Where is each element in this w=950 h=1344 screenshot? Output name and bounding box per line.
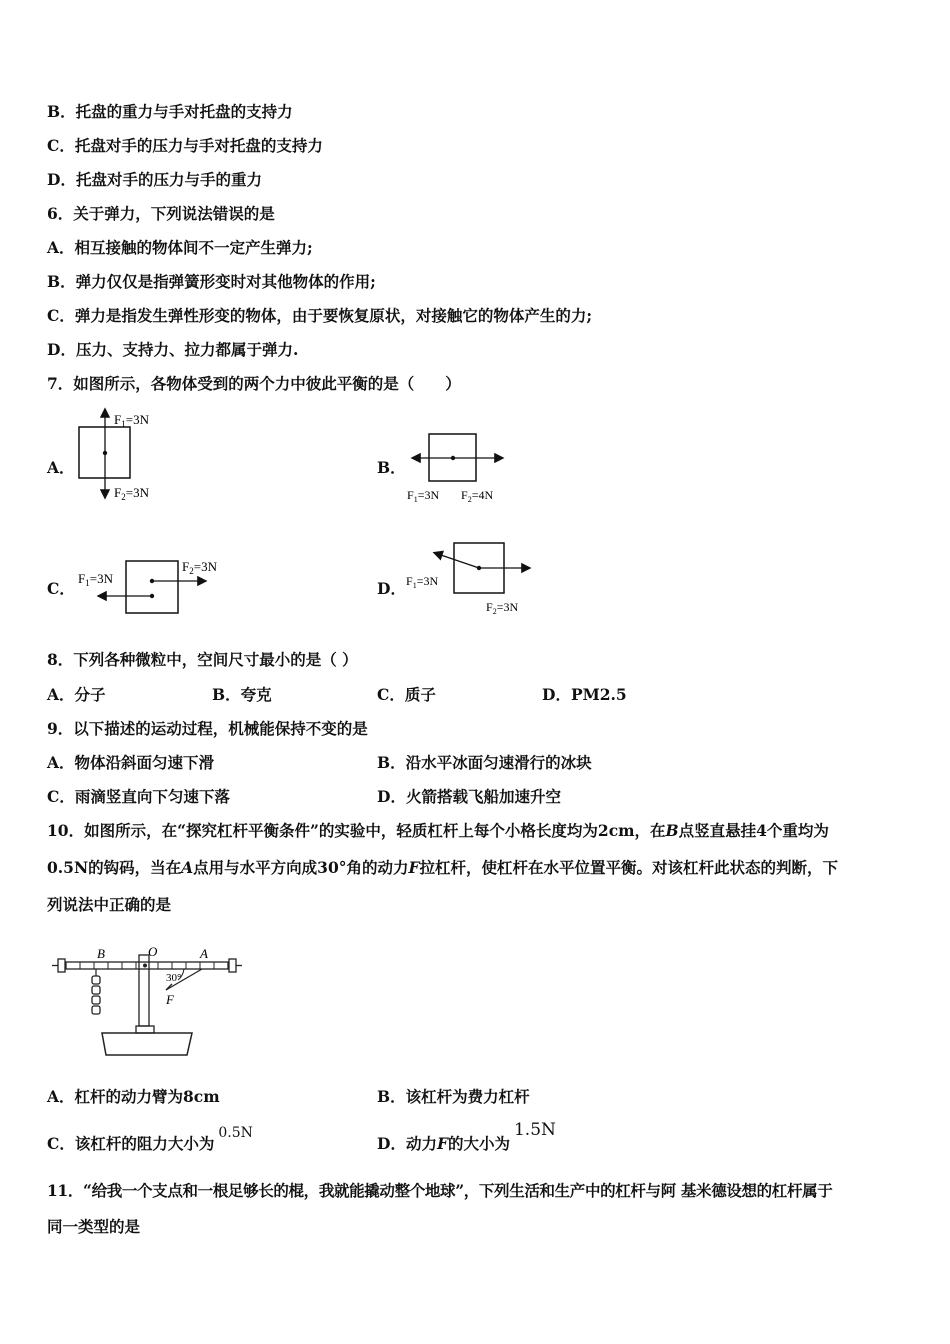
q7a-f1-sub: 1	[121, 419, 126, 429]
svg-text:F2=4N	[461, 488, 493, 504]
svg-text:F1=3N	[407, 488, 439, 504]
q11-stem-line2: 同一类型的是	[47, 1217, 141, 1236]
q7-label-c: C．	[47, 579, 75, 598]
q7c-f2: F	[182, 559, 190, 574]
q7-stem: 7．如图所示，各物体受到的两个力中彼此平衡的是（ ）	[47, 374, 461, 393]
q10-l2-point-a: A	[181, 858, 194, 877]
q7a-f2-val: =3N	[125, 485, 149, 500]
q7c-f1: F	[78, 571, 86, 586]
q10-option-c-value: 0.5N	[218, 1125, 253, 1141]
q6-option-b: B．弹力仅仅是指弹簧形变时对其他物体的作用;	[47, 272, 376, 291]
q7-figure-d	[400, 535, 550, 620]
lever-nut-left	[58, 959, 65, 972]
q10-l1-point-b: B	[665, 821, 679, 840]
q7b-f2-sub: 2	[467, 495, 472, 504]
q7d-f1-sub: 1	[412, 581, 417, 590]
q10-l2-text-c: 点用与水平方向成30°角的动力	[193, 858, 409, 877]
lever-label-angle: 30°	[166, 972, 182, 984]
q7b-f1: F	[407, 488, 414, 502]
q7d-f2-val: =3N	[496, 600, 519, 614]
q7d-f1: F	[406, 574, 413, 588]
q10-l2-text-a: 0.5N的钩码，当在	[47, 858, 182, 877]
lever-label-f: F	[166, 992, 174, 1007]
q9-option-b: B．沿水平冰面匀速滑行的冰块	[377, 753, 592, 772]
q7b-f1-val: =3N	[417, 488, 440, 502]
svg-text:F2=3N	[182, 559, 218, 576]
q10-l2-force-f: F	[408, 858, 420, 877]
lever-base	[102, 1033, 192, 1055]
q10-l1-text-a: 10．如图所示，在“探究杠杆平衡条件”的实验中，轻质杠杆上每个小格长度均为2cm，在	[47, 821, 666, 840]
q7c-f2-val: =3N	[193, 559, 217, 574]
q9-option-c: C．雨滴竖直向下匀速下落	[47, 787, 230, 806]
q7b-f2: F	[461, 488, 468, 502]
lever-base-foot	[136, 1026, 154, 1033]
q7c-f1-val: =3N	[89, 571, 113, 586]
q6-option-c: C．弹力是指发生弹性形变的物体，由于要恢复原状，对接触它的物体产生的力;	[47, 306, 593, 325]
q8-stem: 8．下列各种微粒中，空间尺寸最小的是（ ）	[47, 650, 358, 669]
q6-stem: 6．关于弹力，下列说法错误的是	[47, 204, 275, 223]
q7-figure-c	[75, 555, 240, 625]
q7c-f2-sub: 2	[189, 566, 194, 576]
q10-l1-text-c: 点竖直悬挂4个重均为	[678, 821, 829, 840]
q10-option-d-value: 1.5N	[513, 1120, 556, 1140]
q7-label-a: A．	[47, 458, 75, 477]
q8-option-d: D．PM2.5	[542, 685, 627, 704]
q10-option-b: B．该杠杆为费力杠杆	[377, 1087, 530, 1106]
q8-option-c: C．质子	[377, 685, 436, 704]
q7d-f2-sub: 2	[492, 607, 497, 616]
q10-stem-line1	[47, 821, 829, 841]
q7d-arrow-diag	[435, 553, 479, 568]
q5-option-c: C．托盘对手的压力与手对托盘的支持力	[47, 136, 323, 155]
q10-option-c-text: C．该杠杆的阻力大小为	[47, 1134, 215, 1153]
q10-option-d-force: F	[436, 1134, 448, 1153]
q10-stem-line2	[47, 858, 838, 878]
svg-text:F1=3N	[114, 412, 150, 429]
lever-pivot	[143, 964, 147, 968]
q7a-f1-val: =3N	[125, 412, 149, 427]
lever-label-o: O	[148, 944, 158, 959]
svg-text:F1=3N	[78, 571, 114, 588]
q7b-f1-sub: 1	[413, 495, 418, 504]
q9-option-d: D．火箭搭载飞船加速升空	[377, 787, 561, 806]
q10-option-d-text-c: 的大小为	[447, 1134, 510, 1153]
q5-option-b: B．托盘的重力与手对托盘的支持力	[47, 102, 293, 121]
q10-stem-line3: 列说法中正确的是	[47, 895, 172, 914]
svg-text:F2=3N	[114, 485, 150, 502]
q10-option-d-text-a: D．动力	[377, 1134, 437, 1153]
lever-label-a: A	[200, 946, 208, 961]
q6-option-a: A．相互接触的物体间不一定产生弹力;	[47, 238, 313, 257]
q7c-box	[126, 561, 178, 613]
q10-option-d	[377, 1120, 556, 1154]
q11-stem-line1: 11．“给我一个支点和一根足够长的棍，我就能撬动整个地球”，下列生活和生产中的杠杆与阿 基米德设想的杠杆属于	[47, 1181, 833, 1200]
q8-option-a: A．分子	[47, 685, 106, 704]
q8-option-b: B．夸克	[212, 685, 272, 704]
q7-label-d: D．	[377, 579, 406, 598]
q9-option-a: A．物体沿斜面匀速下滑	[47, 753, 215, 772]
svg-text:F1=3N	[406, 574, 438, 590]
q7c-f1-sub: 1	[85, 578, 90, 588]
q7a-f2-sub: 2	[121, 492, 126, 502]
q7a-f1: F	[114, 412, 122, 427]
q7a-f2: F	[114, 485, 122, 500]
q5-option-d: D．托盘对手的压力与手的重力	[47, 170, 262, 189]
lever-nut-right	[229, 959, 236, 972]
q10-option-c	[47, 1125, 253, 1155]
q7-figure-b	[400, 425, 520, 510]
q7d-f1-val: =3N	[416, 574, 439, 588]
q6-option-d: D．压力、支持力、拉力都属于弹力.	[47, 340, 299, 359]
q7-label-b: B．	[377, 458, 406, 477]
q9-stem: 9．以下描述的运动过程，机械能保持不变的是	[47, 719, 368, 738]
lever-label-b: B	[97, 946, 105, 961]
q10-lever-figure	[50, 938, 250, 1063]
q7b-f2-val: =4N	[471, 488, 494, 502]
q10-l2-text-e: 拉杠杆，使杠杆在水平位置平衡。对该杠杆此状态的判断，下	[419, 858, 839, 877]
svg-text:F2=3N	[486, 600, 518, 616]
q10-option-a: A．杠杆的动力臂为8cm	[47, 1087, 220, 1106]
q7d-f2: F	[486, 600, 493, 614]
lever-weights	[92, 976, 100, 1014]
q7-figure-a	[70, 405, 190, 505]
